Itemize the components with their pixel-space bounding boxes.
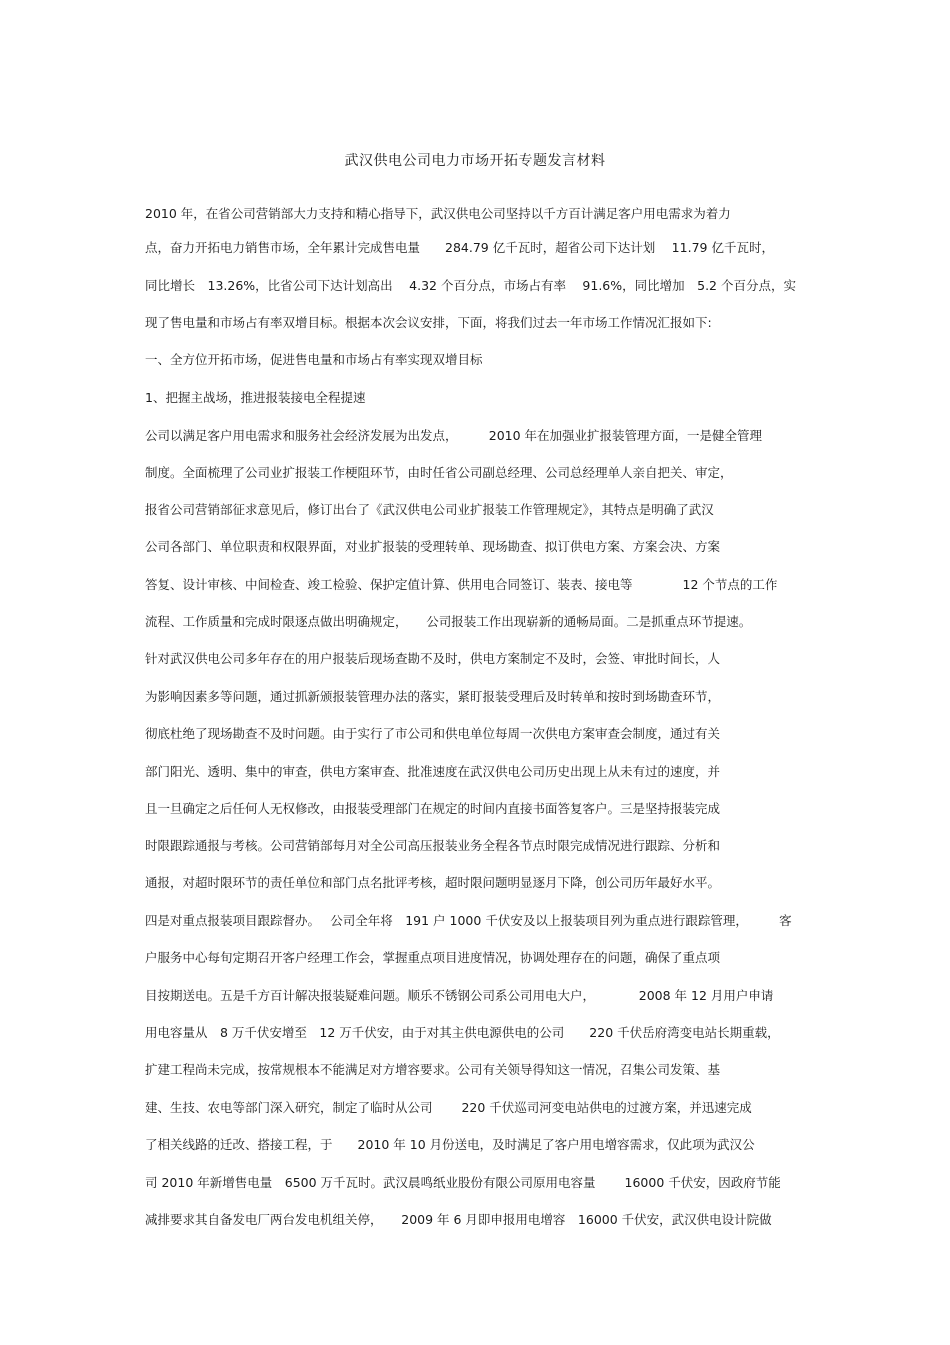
paragraph-line: 扩建工程尚未完成，按常规根本不能满足对方增容要求。公司有关领导得知这一情况，召集公司发策、基 — [145, 1062, 721, 1077]
paragraph-line: 点，奋力开拓电力销售市场，全年累计完成售电量 284.79 亿千瓦时，超省公司下达计划 11.79 亿千瓦时， — [145, 240, 774, 255]
paragraph-line: 针对武汉供电公司多年存在的用户报装后现场查勘不及时，供电方案制定不及时，会签、审批时间长，人 — [145, 651, 721, 666]
subsection-heading: 1、把握主战场，推进报装接电全程提速 — [145, 390, 366, 405]
paragraph-line: 了相关线路的迁改、搭接工程，于 2010 年 10 月份送电，及时满足了客户用电增容需求，仅此项为武汉公 — [145, 1137, 755, 1152]
paragraph-line: 四是对重点报装项目跟踪督办。 公司全年将 191 户 1000 千伏安及以上报装项目列为重点进行跟踪管理， 客 — [145, 913, 792, 928]
paragraph-line: 答复、设计审核、中间检查、竣工检验、保护定值计算、供用电合同签订、装表、接电等 12 个节点的工作 — [145, 577, 778, 592]
paragraph-line: 且一旦确定之后任何人无权修改，由报装受理部门在规定的时间内直接书面答复客户。三是坚持报装完成 — [145, 801, 721, 816]
paragraph-line: 报省公司营销部征求意见后，修订出台了《武汉供电公司业扩报装工作管理规定》，其特点是明确了武汉 — [145, 502, 714, 517]
paragraph-line: 建、生技、农电等部门深入研究，制定了临时从公司 220 千伏巡司河变电站供电的过渡方案，并迅速完成 — [145, 1100, 752, 1115]
paragraph-line: 公司以满足客户用电需求和服务社会经济发展为出发点， 2010 年在加强业扩报装管理方面，一是健全管理 — [145, 428, 763, 443]
paragraph-line: 用电容量从 8 万千伏安增至 12 万千伏安，由于对其主供电源供电的公司 220 千伏岳府湾变电站长期重载， — [145, 1025, 780, 1040]
section-heading: 一、全方位开拓市场，促进售电量和市场占有率实现双增目标 — [145, 352, 483, 367]
paragraph-line: 为影响因素多等问题，通过抓新颁报装管理办法的落实，紧盯报装受理后及时转单和按时到场勘查环节， — [145, 689, 721, 704]
paragraph-line: 司 2010 年新增售电量 6500 万千瓦时。武汉晨鸣纸业股份有限公司原用电容量 16000 千伏安，因政府节能 — [145, 1175, 781, 1190]
paragraph-line: 同比增长 13.26%，比省公司下达计划高出 4.32 个百分点，市场占有率 91.6%，同比增加 5.2 个百分点，实 — [145, 278, 796, 293]
paragraph-line: 公司各部门、单位职责和权限界面，对业扩报装的受理转单、现场勘查、拟订供电方案、方案会决、方案 — [145, 539, 721, 554]
paragraph-line: 目按期送电。五是千方百计解决报装疑难问题。顺乐不锈钢公司系公司用电大户， 2008 年 12 月用户申请 — [145, 988, 774, 1003]
paragraph-line: 户服务中心每旬定期召开客户经理工作会，掌握重点项目进度情况，协调处理存在的问题，确保了重点项 — [145, 950, 721, 965]
paragraph-line: 减排要求其自备发电厂两台发电机组关停， 2009 年 6 月即申报用电增容 16000 千伏安，武汉供电设计院做 — [145, 1212, 772, 1227]
paragraph-line: 流程、工作质量和完成时限逐点做出明确规定， 公司报装工作出现崭新的通畅局面。二是抓重点环节提速。 — [145, 614, 752, 629]
paragraph-line: 时限跟踪通报与考核。公司营销部每月对全公司高压报装业务全程各节点时限完成情况进行跟踪、分析和 — [145, 838, 721, 853]
document-title: 武汉供电公司电力市场开拓专题发言材料 — [344, 153, 606, 169]
paragraph-line: 彻底杜绝了现场勘查不及时问题。由于实行了市公司和供电单位每周一次供电方案审查会制度，通过有关 — [145, 726, 721, 741]
paragraph-line: 现了售电量和市场占有率双增目标。根据本次会议安排，下面，将我们过去一年市场工作情况汇报如下: — [145, 315, 712, 330]
paragraph-line: 2010 年，在省公司营销部大力支持和精心指导下，武汉供电公司坚持以千方百计满足客户用电需求为着力 — [145, 206, 731, 221]
paragraph-line: 部门阳光、透明、集中的审查，供电方案审查、批准速度在武汉供电公司历史出现上从未有过的速度，并 — [145, 764, 721, 779]
paragraph-line: 制度。全面梳理了公司业扩报装工作梗阻环节，由时任省公司副总经理、公司总经理单人亲自把关、审定， — [145, 465, 733, 480]
paragraph-line: 通报，对超时限环节的责任单位和部门点名批评考核，超时限问题明显逐月下降，创公司历年最好水平。 — [145, 875, 721, 890]
